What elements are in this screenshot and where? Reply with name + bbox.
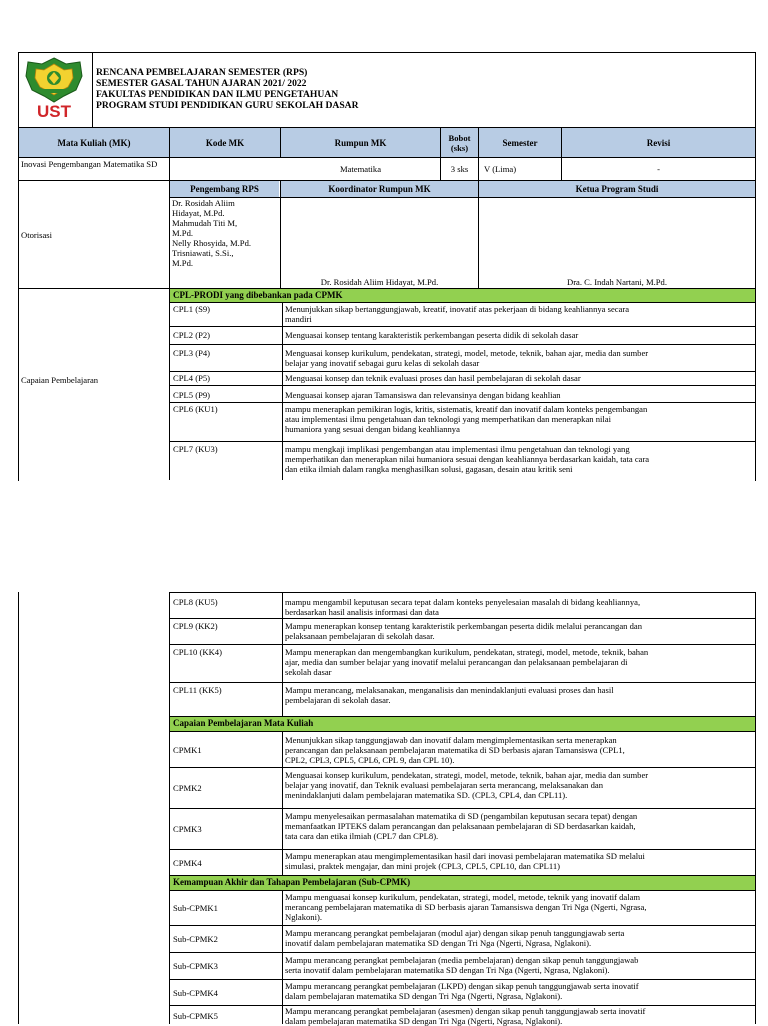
sub-cpmk-desc: Mampu merancang perangkat pembelajaran (LKPD) dengan sikap penuh tanggungjawab serta inovatif dalam pembelajaran matematika SD dengan Tri Nga (Ngerti, Ngrasa, Nglakoni). bbox=[285, 981, 639, 1001]
koordinator-header: Koordinator Rumpun MK bbox=[281, 181, 478, 197]
cpl-code: CPL11 (KK5) bbox=[173, 685, 222, 695]
document-title bbox=[96, 67, 496, 111]
col-header-bobot: Bobot (sks) bbox=[441, 128, 478, 157]
cpl-code: CPL8 (KU5) bbox=[173, 597, 218, 607]
sub-cpmk-header: Kemampuan Akhir dan Tahapan Pembelajaran (Sub-CPMK) bbox=[170, 876, 755, 890]
page-1 bbox=[0, 0, 768, 480]
ketua-name: Dra. C. Indah Nartani, M.Pd. bbox=[566, 277, 667, 287]
pengembang-header: Pengembang RPS bbox=[170, 181, 279, 197]
course-rumpun: Matematika bbox=[339, 164, 382, 174]
cpl-desc: mampu mengkaji implikasi pengembangan atau implementasi ilmu pengetahuan dan teknologi yang memperhatikan dan menerapkan nilai humaniora sesuai dengan keahliannya berdasarkan kaidah, tata cara dan etika ilmiah dalam rangka menghasilkan solusi, gagasan, desain atau kritik seni bbox=[285, 444, 650, 474]
pengembang-names: Dr. Rosidah Aliim Hidayat, M.Pd. Mahmudah Titi M, M.Pd. Nelly Rhosyida, M.Pd. Trisniawati, S.Si., M.Pd. bbox=[172, 198, 252, 268]
shield-emblem-icon bbox=[22, 56, 86, 104]
cpl-desc: Mampu menerapkan dan mengembangkan kurikulum, pendekatan, strategi, model, metode, teknik, bahan ajar, media dan sumber belajar yang inovatif melalui perancangan dan pelaksanaan pembelajaran di sekolah dasar bbox=[285, 647, 649, 677]
col-header-kode: Kode MK bbox=[170, 128, 280, 157]
cpl-desc: Mampu merancang, melaksanakan, menganalisis dan menindaklanjuti evaluasi proses dan hasil pembelajaran di sekolah dasar. bbox=[285, 685, 614, 705]
cpl-prodi-header: CPL-PRODI yang dibebankan pada CPMK bbox=[170, 289, 755, 302]
cpl-desc: Menunjukkan sikap bertanggungjawab, kreatif, inovatif atas pekerjaan di bidang keahliannya secara mandiri bbox=[285, 304, 630, 324]
sub-cpmk-desc: Mampu merancang perangkat pembelajaran (modul ajar) dengan sikap penuh tanggungjawab serta inovatif dalam pembelajaran matematika SD dengan Tri Nga (Ngerti, Ngrasa, Nglakoni). bbox=[285, 928, 625, 948]
cpl-desc: Menguasai konsep ajaran Tamansiswa dan relevansinya dengan bidang keahlian bbox=[285, 390, 561, 400]
koordinator-name: Dr. Rosidah Aliim Hidayat, M.Pd. bbox=[320, 277, 439, 287]
sub-cpmk-desc: Mampu merancang perangkat pembelajaran (asesmen) dengan sikap penuh tanggungjawab serta inovatif dalam pembelajaran matematika SD dengan Tri Nga (Ngerti, Ngrasa, Nglakoni). bbox=[285, 1006, 646, 1026]
cpl-code: CPL10 (KK4) bbox=[173, 647, 222, 657]
sub-cpmk-code: Sub-CPMK3 bbox=[173, 961, 218, 971]
cpl-desc: mampu menerapkan pemikiran logis, kritis, sistematis, kreatif dan inovatif dalam konteks pengembangan atau implementasi ilmu pengetahuan dan teknologi yang memperhatikan dan menerapkan nilai humaniora yang sesuai dengan bidang keahliannya bbox=[285, 404, 648, 434]
cpmk-desc: Menguasai konsep kurikulum, pendekatan, strategi, model, metode, teknik, bahan ajar, media dan sumber belajar yang inovatif, dan Teknik evaluasi pembelajaran serta merancang, melaksanakan dan menindaklanjuti dalam pembelajaran matematika SD. (CPL3, CPL4, dan CPL11). bbox=[285, 770, 649, 800]
sub-cpmk-code: Sub-CPMK4 bbox=[173, 987, 218, 998]
cpl-code: CPL2 (P2) bbox=[173, 330, 211, 340]
title-line-4: PROGRAM STUDI PENDIDIKAN GURU SEKOLAH DASAR bbox=[96, 100, 359, 111]
page-2 bbox=[0, 592, 768, 1024]
sub-cpmk-code: Sub-CPMK1 bbox=[173, 903, 218, 913]
cpl-desc: Mampu menerapkan konsep tentang karakteristik perkembangan peserta didik melalui perancangan dan pelaksanaan pembelajaran di sekolah dasar. bbox=[285, 621, 642, 641]
course-bobot: 3 sks bbox=[450, 164, 469, 174]
logo-text: UST bbox=[37, 102, 71, 121]
title-line-3: FAKULTAS PENDIDIKAN DAN ILMU PENGETAHUAN bbox=[96, 89, 339, 100]
col-header-semester: Semester bbox=[479, 128, 561, 157]
cpl-code: CPL9 (KK2) bbox=[173, 621, 218, 631]
title-line-1: RENCANA PEMBELAJARAN SEMESTER (RPS) bbox=[96, 67, 308, 78]
cpmk-code: CPMK3 bbox=[173, 824, 202, 834]
cpmk-code: CPMK1 bbox=[173, 744, 202, 755]
sub-cpmk-desc: Mampu menguasai konsep kurikulum, pendekatan, strategi, model, metode, teknik yang inovatif dalam merancang pembelajaran matematika di SD berbasis ajaran Tamansiswa dengan Tri Nga (Ngerti, Ngrasa, Nglakoni). bbox=[285, 892, 647, 922]
cpmk-desc: Mampu menyelesaikan permasalahan matematika di SD (pengambilan keputusan secara tepat) dengan memanfaatkan IPTEKS dalam perancangan dan pelaksanaan pembelajaran di SD berdasarkan kaidah, tata cara dan etika ilmiah (CPL7 dan CPL8). bbox=[285, 811, 638, 841]
capaian-label: Capaian Pembelajaran bbox=[21, 375, 99, 385]
otorisasi-label: Otorisasi bbox=[21, 229, 53, 240]
cpl-desc: Menguasai konsep dan teknik evaluasi proses dan hasil pembelajaran di sekolah dasar bbox=[285, 373, 581, 383]
title-line-2: SEMESTER GASAL TAHUN AJARAN 2021/ 2022 bbox=[96, 78, 307, 89]
cpmk-desc: Menunjukkan sikap tanggungjawab dan inovatif dalam mengimplementasikan serta menerapkan perancangan dan pelaksanaan pembelajaran matematika di SD berbasis ajaran Tamansiswa (CPL1, CPL2, CPL3, CPL5, CPL6, CPL 9, dan CPL 10). bbox=[285, 735, 625, 765]
col-header-rumpun: Rumpun MK bbox=[281, 128, 440, 157]
course-semester: V (Lima) bbox=[484, 164, 517, 174]
ketua-header: Ketua Program Studi bbox=[479, 181, 755, 197]
cpl-code: CPL3 (P4) bbox=[173, 348, 211, 358]
cpl-desc: mampu mengambil keputusan secara tepat dalam konteks penyelesaian masalah di bidang keahliannya, berdasarkan hasil analisis informasi dan data bbox=[285, 597, 641, 617]
cpl-code: CPL4 (P5) bbox=[173, 373, 211, 383]
col-header-mk: Mata Kuliah (MK) bbox=[19, 128, 169, 157]
cpl-code: CPL5 (P9) bbox=[173, 390, 211, 400]
col-header-revisi: Revisi bbox=[562, 128, 755, 157]
sub-cpmk-code: Sub-CPMK2 bbox=[173, 934, 218, 944]
cpl-code: CPL1 (S9) bbox=[173, 304, 211, 314]
sub-cpmk-code: Sub-CPMK5 bbox=[173, 1011, 218, 1021]
sub-cpmk-desc: Mampu merancang perangkat pembelajaran (media pembelajaran) dengan sikap penuh tanggungjawab serta inovatif dalam pembelajaran matematika SD dengan Tri Nga (Ngerti, Ngrasa, Nglakoni). bbox=[285, 955, 639, 975]
cpmk-code: CPMK4 bbox=[173, 857, 202, 868]
university-logo bbox=[22, 56, 86, 122]
course-revisi: - bbox=[657, 164, 660, 174]
cpmk-header: Capaian Pembelajaran Mata Kuliah bbox=[170, 717, 755, 731]
course-name: Inovasi Pengembangan Matematika SD bbox=[21, 159, 158, 169]
cpl-code: CPL7 (KU3) bbox=[173, 444, 218, 454]
cpmk-desc: Mampu menerapkan atau mengimplementasikan hasil dari inovasi pembelajaran matematika SD melalui simulasi, praktek mengajar, dan mini projek (CPL3, CPL5, CPL10, dan CPL11) bbox=[285, 851, 645, 871]
cpmk-code: CPMK2 bbox=[173, 783, 202, 793]
cpl-desc: Menguasai konsep kurikulum, pendekatan, strategi, model, metode, teknik, bahan ajar, media dan sumber belajar yang inovatif sebagai guru kelas di sekolah dasar bbox=[285, 348, 649, 368]
cpl-desc: Menguasai konsep tentang karakteristik perkembangan peserta didik di sekolah dasar bbox=[285, 330, 579, 340]
cpl-code: CPL6 (KU1) bbox=[173, 404, 218, 414]
